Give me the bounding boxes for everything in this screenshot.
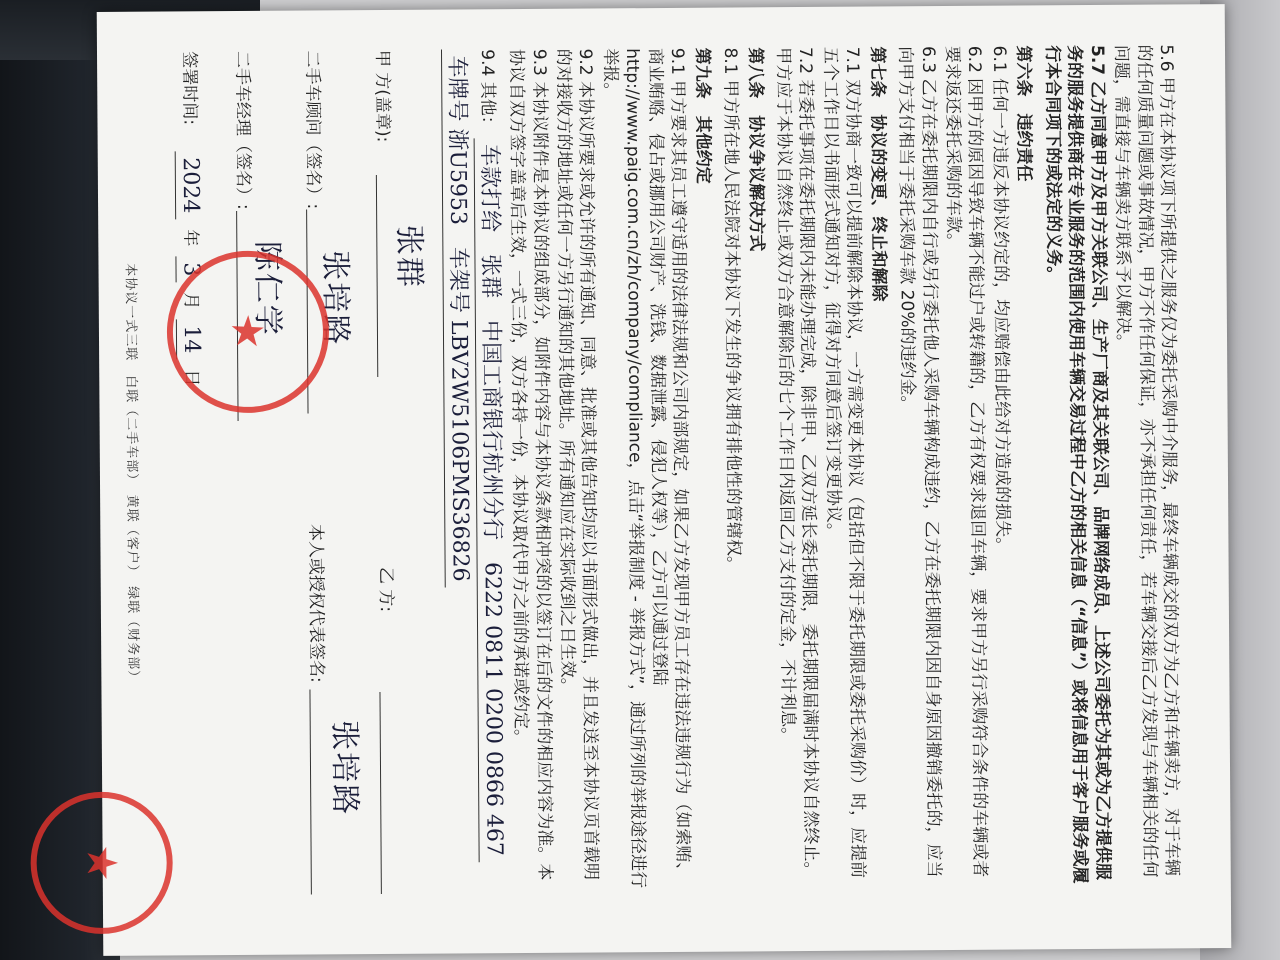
clause-5-7: 5.7 乙方同意甲方及甲方关联公司、生产厂商及其关联公司、品牌网络成员、上述公司委托为其或为乙方提供服务的服务提供商在专业服务的范围内使用车辆交易过程中乙方的相关信息（“信息”）或将信息用于客户服务或履行本合同项下的或法定的义务。	[1041, 44, 1113, 884]
authorized-handwriting: 张培路	[326, 720, 363, 817]
clause-6-1: 6.1 任何一方违反本协议约定的，均应赔偿由此给对方造成的损失。	[988, 45, 1013, 555]
party-a-signature-row	[371, 50, 433, 894]
date-day-unit: 日	[181, 369, 202, 387]
advisor-signature-row	[301, 50, 363, 894]
party-a-line	[376, 175, 379, 377]
manager-signature-row	[231, 51, 293, 895]
party-b-label: 乙 方:	[375, 566, 397, 613]
clause-9-2: 9.2 本协议所要求或允许的所有通知、同意、批准或其他告知均应以书面形式做出，并且发送至本协议页首载明的对接收方的地址或任何一方另行通知的其他地址。所有通知应在实际收到之日生效。	[553, 48, 602, 881]
heading-article-8: 第八条 协议争议解决方式	[744, 47, 766, 252]
heading-article-9: 第九条 其他约定	[691, 47, 713, 184]
advisor-handwriting: 张培路	[317, 250, 353, 347]
clause-6-2: 6.2 因甲方的原因导致车辆不能过户或转籍的，乙方有权要求退回车辆，要求甲方另行采购符合条件的车辆或者要求返还委托采购的车款。	[942, 45, 991, 878]
clause-9-1: 9.1 甲方要求其员工遵守适用的法律法规和公司内部规定，如果乙方发现甲方员工存在违法违规行为（如索贿、商业贿赂、侵占或挪用公司财产、洗钱、数据泄露、侵犯人权等），乙方可以通过登陆 http://www.paig.com.cn/zh/company/compliance，点击“举报制度 - 举报方式”，通过所列的举报途径进行举报。	[599, 47, 694, 889]
contract-page-rotated	[77, 4, 1213, 932]
date-label: 签署时间:	[178, 51, 200, 126]
contract-sheet	[77, 4, 1232, 956]
clause-9-4	[473, 49, 509, 893]
date-year-unit: 年	[180, 229, 201, 247]
clause-9-4-line2	[441, 49, 477, 893]
clause-6-3: 6.3 乙方在委托期限内自行或另行委托他人采购车辆构成违约，乙方在委托期限内因自身原因撤销委托的，应当向甲方支付相当于委托采购车款 20%的违约金。	[895, 46, 944, 878]
authorized-label: 本人或授权代表签名:	[305, 523, 327, 683]
manager-handwriting: 陈仁学	[249, 240, 285, 337]
clause-7-2: 7.2 若委托事项在委托期限内未能办理完成，除非甲、乙双方延长委托期限，委托期限届满时本协议自然终止。甲方应于本协议自然终止或双方合意解除后的七个工作日内返回乙方支付的定金，不计利息。	[772, 46, 822, 879]
clause-9-4-handwritten-payee: 车款打给 张群 中国工商银行杭州分行 6222 0811 0200 0866 467	[473, 138, 508, 862]
copies-footer: 本协议一式三联 白联（二手车部） 黄联（客户） 绿联（财务部）	[122, 263, 141, 685]
authorized-line	[309, 690, 312, 895]
heading-article-7: 第七条 协议的变更、终止和解除	[866, 46, 889, 302]
seal-star-icon: ★	[77, 843, 127, 882]
clause-5-6: 5.6 甲方在本协议项下所提供之服务仅为委托采购中介服务，最终车辆成交的双方为乙方和车辆卖方，对于车辆的任何质量问题或事故情况，甲方不作任何保证，亦不承担任何责任，若车辆交接后乙方发现与车辆相关的任何问题，需直接与车辆卖方联系予以解决。	[1111, 44, 1182, 878]
date-row	[161, 51, 223, 895]
advisor-label: 二手车顾问（签名）:	[302, 50, 324, 210]
heading-article-6: 第六条 违约责任	[1013, 45, 1035, 182]
party-a-handwriting: 张群	[390, 224, 427, 289]
manager-label: 二手车经理（签名）:	[232, 50, 254, 210]
clause-7-1: 7.1 双方协商一致可以提前解除本协议，一方需变更本协议（包括但不限于委托期限或委托采购价）时，应提前五个工作日以书面形式通知对方，征得对方同意后签订变更协议。	[819, 46, 869, 879]
company-seal-b	[30, 791, 173, 934]
clause-9-4-handwritten-plate: 车牌号 浙U5953 车架号 LBV2W5106PMS36826	[441, 49, 475, 587]
date-day: 14	[176, 319, 206, 359]
clause-9-4-label: 9.4 其他：	[476, 49, 498, 133]
party-b-line	[379, 692, 382, 894]
seal-star-icon: ★	[219, 307, 277, 357]
clause-9-3: 9.3 本协议附件是本协议的组成部分，如附件内容与本协议条款相冲突的以签订在后的文件的相应内容为准。本协议自双方签字盖章后生效，一式三份，双方各持一份，本协议取代甲方之前的承诺或约定。	[506, 48, 555, 881]
clause-8-1: 8.1 甲方所在地人民法院对本协议下发生的争议拥有排他性的管辖权。	[720, 47, 744, 574]
date-month-unit: 月	[180, 292, 201, 310]
party-a-label: 甲 方(盖章):	[372, 49, 393, 143]
date-month: 3	[175, 256, 205, 282]
date-year: 2024	[174, 151, 205, 219]
